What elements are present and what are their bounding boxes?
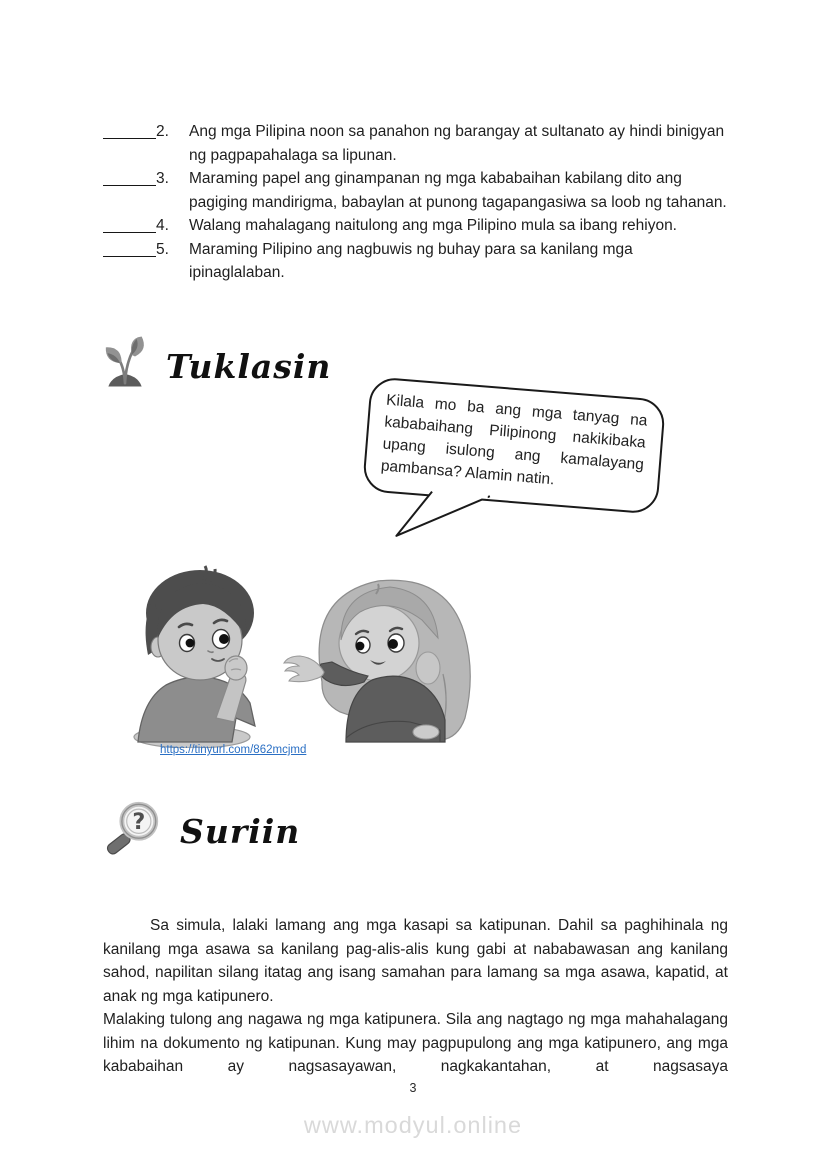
speech-bubble <box>362 376 666 514</box>
girl-illustration <box>284 580 470 742</box>
item-text: Walang mahalagang naitulong ang mga Pilipino mula sa ibang rehiyon. <box>189 217 677 234</box>
answer-blank <box>103 239 156 257</box>
answer-blank <box>103 168 156 186</box>
seedling-icon <box>100 334 150 399</box>
answer-blank <box>103 215 156 233</box>
watermark: www.modyul.online <box>303 1112 523 1138</box>
item-number: 3. <box>156 170 169 187</box>
item-number: 5. <box>156 240 169 258</box>
paragraph-1: Sa simula, lalaki lamang ang mga kasapi sa katipunan. Dahil sa paghihinala ng kanilang mga asawa sa kanilang pag-alis-alis kung gabi at nababawasan ang kanilang sahod, napilitan silang itatag ang isang samahan para lamang sa mga asawa, kapatid, at anak ng mga katipunero. <box>103 917 728 1005</box>
item-text: Ang mga Pilipina noon sa panahon ng barangay at sultanato ay hindi binigyan ng pagpapahalaga sa lipunan. <box>189 123 725 164</box>
section-title: Tuklasin <box>166 347 332 386</box>
checklist-item-3 <box>103 167 731 214</box>
section-suriin-header <box>102 798 300 865</box>
item-text: Maraming Pilipino ang nagbuwis ng buhay para sa kanilang mga ipinaglalaban. <box>189 240 633 281</box>
page-number: 3 <box>409 1081 417 1095</box>
checklist-item-2 <box>103 120 731 167</box>
checklist <box>103 120 731 285</box>
svg-text:?: ? <box>132 809 146 835</box>
item-number: 2. <box>156 123 169 140</box>
speech-bubble-tail <box>386 485 502 546</box>
speech-bubble-text: Kilala mo ba ang mga tanyag na kababaihang Pilipinong nakikibaka upang isulong ang kamalayang pambansa? Alamin natin. <box>380 391 649 489</box>
item-number: 4. <box>156 217 169 234</box>
checklist-item-4 <box>103 214 731 238</box>
paragraph-2: Malaking tulong ang nagawa ng mga katipunera. Sila ang nagtago ng mga mahahalagang lihim na dokumento ng katipunan. Kung may pagpupulong ang mga katipunero, ang mga kababaihan ay nagsasayawan, nagkakantahan, at nagsasaya <box>103 1011 728 1075</box>
item-text: Maraming papel ang ginampanan ng mga kababaihan kabilang dito ang pagiging mandirigma, babaylan at punong tagapangasiwa sa loob ng tahanan. <box>189 170 727 211</box>
section-title: Suriin <box>180 812 301 851</box>
image-source-link[interactable]: https://tinyurl.com/862mcjmd <box>160 744 307 756</box>
checklist-item-5 <box>103 238 731 285</box>
boy-illustration <box>134 566 255 748</box>
section-tuklasin-header <box>100 334 331 399</box>
answer-blank <box>103 121 156 139</box>
magnifier-question-icon <box>102 798 164 865</box>
children-illustration <box>108 550 488 748</box>
body-text <box>103 914 728 1079</box>
